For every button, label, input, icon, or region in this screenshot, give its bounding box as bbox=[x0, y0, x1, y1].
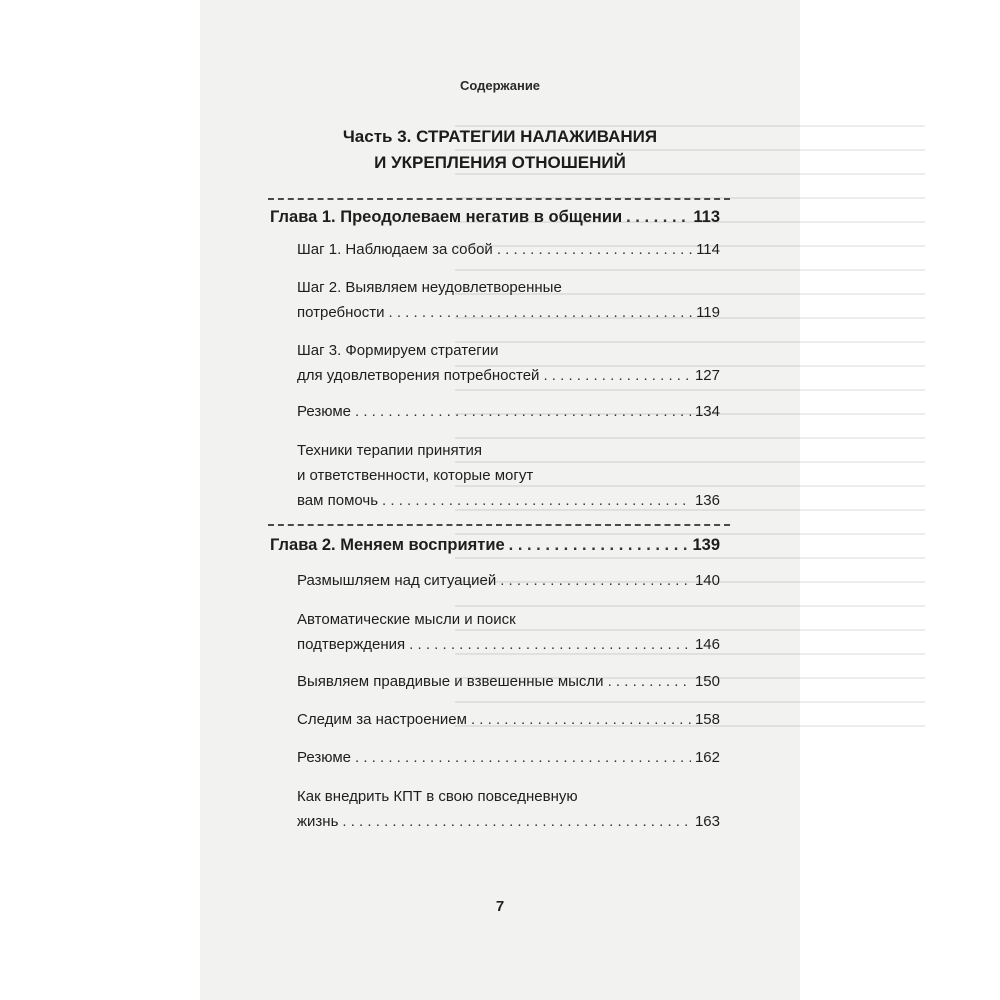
divider bbox=[268, 198, 730, 200]
toc-entry-title: и ответственности, которые могут bbox=[297, 467, 534, 484]
toc-entry[interactable] bbox=[297, 399, 720, 424]
leader-dots bbox=[500, 568, 691, 593]
toc-page-number: 136 bbox=[694, 492, 720, 509]
toc-chapter[interactable] bbox=[270, 533, 720, 558]
toc-page-number: 150 bbox=[694, 673, 720, 690]
leader-dots bbox=[355, 399, 691, 424]
toc-chapter[interactable] bbox=[270, 205, 720, 230]
book-page bbox=[200, 0, 800, 1000]
toc-entry-title: Резюме bbox=[297, 749, 351, 766]
toc-entry-title: Выявляем правдивые и взвешенные мысли bbox=[297, 673, 604, 690]
part-title-line: И УКРЕПЛЕНИЯ ОТНОШЕНИЙ bbox=[374, 153, 626, 172]
toc-entry-title: Следим за настроением bbox=[297, 711, 467, 728]
running-head: Содержание bbox=[459, 78, 541, 93]
toc-page-number: 134 bbox=[694, 403, 720, 420]
toc-entry[interactable] bbox=[297, 275, 720, 325]
toc-entry-title: Техники терапии принятия bbox=[297, 442, 483, 459]
leader-dots bbox=[389, 300, 693, 325]
leader-dots bbox=[509, 533, 689, 558]
toc-entry[interactable] bbox=[297, 338, 720, 388]
toc-chapter-title: Глава 1. Преодолеваем негатив в общении bbox=[270, 208, 623, 226]
toc-entry[interactable] bbox=[297, 237, 720, 262]
toc-entry[interactable] bbox=[297, 438, 720, 513]
toc-entry[interactable] bbox=[297, 707, 720, 732]
toc-page-number: 127 bbox=[694, 367, 720, 384]
toc-entry-title: Резюме bbox=[297, 403, 351, 420]
toc-entry-title: Шаг 2. Выявляем неудовлетворенные bbox=[297, 279, 562, 296]
toc-page-number: 146 bbox=[694, 636, 720, 653]
part-title bbox=[200, 124, 800, 176]
toc-entry[interactable] bbox=[297, 784, 720, 834]
toc-entry[interactable] bbox=[297, 669, 720, 694]
leader-dots bbox=[355, 745, 691, 770]
toc-entry-title: Как внедрить КПТ в свою повседневную bbox=[297, 788, 578, 805]
toc-entry-title: Автоматические мысли и поиск bbox=[297, 611, 516, 628]
toc-page-number: 114 bbox=[696, 241, 720, 258]
leader-dots bbox=[543, 363, 691, 388]
toc-entry[interactable] bbox=[297, 607, 720, 657]
toc-page-number: 163 bbox=[694, 813, 720, 830]
leader-dots bbox=[471, 707, 691, 732]
toc-page-number: 119 bbox=[696, 304, 720, 321]
toc-page-number: 140 bbox=[694, 572, 720, 589]
part-title-line: Часть 3. СТРАТЕГИИ НАЛАЖИВАНИЯ bbox=[342, 127, 658, 146]
page-number: 7 bbox=[495, 898, 505, 915]
leader-dots bbox=[409, 632, 691, 657]
toc-entry-title: Размышляем над ситуацией bbox=[297, 572, 497, 589]
toc-entry-title: подтверждения bbox=[297, 636, 406, 653]
toc-entry-title: Шаг 1. Наблюдаем за собой bbox=[297, 241, 493, 258]
toc-page-number: 162 bbox=[694, 749, 720, 766]
toc-page-number: 139 bbox=[692, 536, 720, 554]
leader-dots bbox=[497, 237, 692, 262]
leader-dots bbox=[626, 205, 689, 230]
toc-page-number: 158 bbox=[694, 711, 720, 728]
leader-dots bbox=[608, 669, 691, 694]
leader-dots bbox=[382, 488, 691, 513]
toc-page-number: 113 bbox=[693, 208, 720, 226]
toc-entry-title: потребности bbox=[297, 304, 385, 321]
toc-chapter-title: Глава 2. Меняем восприятие bbox=[270, 536, 505, 554]
leader-dots bbox=[342, 809, 691, 834]
toc-entry-title: жизнь bbox=[297, 813, 339, 830]
toc-entry-title: Шаг 3. Формируем стратегии bbox=[297, 342, 499, 359]
toc-entry-title: вам помочь bbox=[297, 492, 379, 509]
toc-entry[interactable] bbox=[297, 568, 720, 593]
divider bbox=[268, 524, 730, 526]
toc-entry-title: для удовлетворения потребностей bbox=[297, 367, 540, 384]
toc-entry[interactable] bbox=[297, 745, 720, 770]
